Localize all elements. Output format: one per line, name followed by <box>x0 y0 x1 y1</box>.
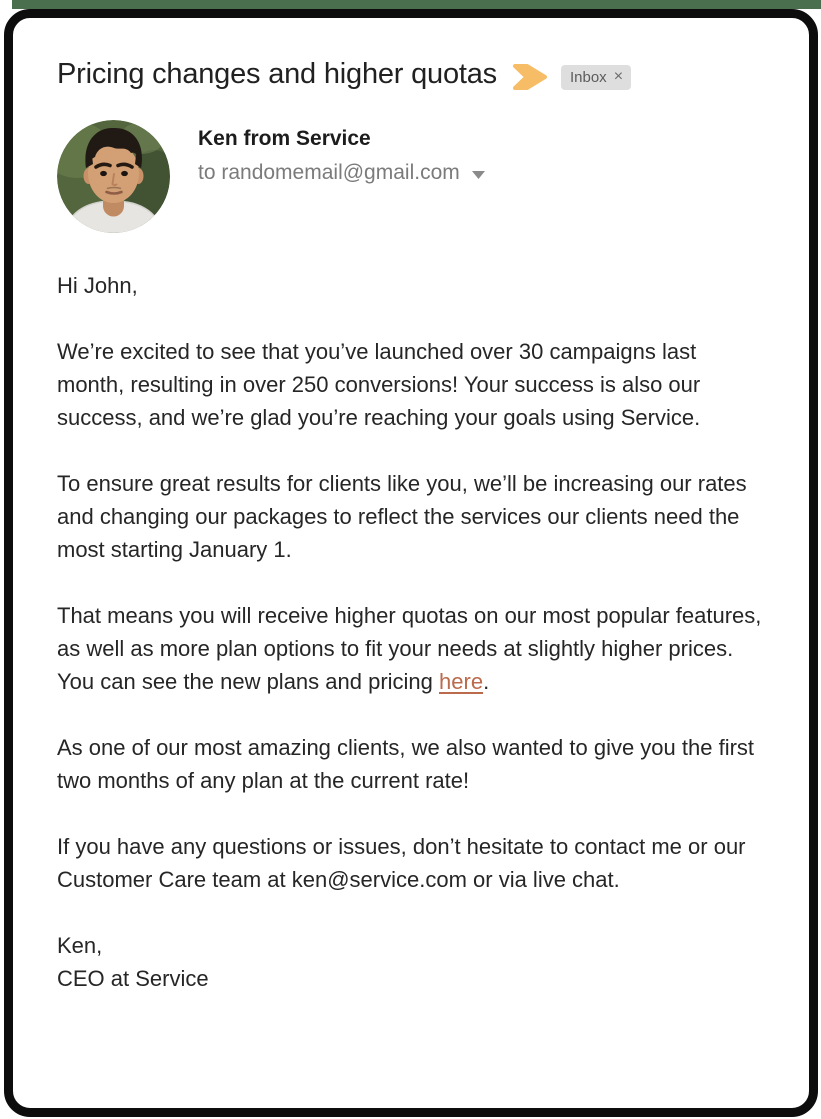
close-icon[interactable]: × <box>613 68 624 85</box>
subject-row <box>57 57 765 91</box>
sender-name: Ken from Service <box>198 127 371 150</box>
email-content <box>13 18 809 995</box>
recipient-text: to randomemail@gmail.com <box>198 161 460 184</box>
paragraph-rates: To ensure great results for clients like you, we’ll be increasing our rates and changing our packages to reflect the services our clients need the most starting January 1. <box>57 471 747 562</box>
greeting: Hi John, <box>57 273 138 298</box>
pricing-here-link[interactable]: here <box>439 669 484 694</box>
sender-row <box>57 120 765 233</box>
paragraph-pricing-link <box>57 599 769 698</box>
signature <box>57 929 769 995</box>
inbox-label-badge[interactable] <box>561 65 631 90</box>
email-body <box>57 269 769 995</box>
page-background-strip <box>12 0 821 9</box>
signature-line-1: Ken, <box>57 933 103 958</box>
paragraph-offer: As one of our most amazing clients, we also wanted to give you the first two months of any plan at the current rate! <box>57 735 755 793</box>
important-marker-icon[interactable] <box>512 63 549 91</box>
email-card <box>4 9 818 1117</box>
recipient-line <box>198 161 485 185</box>
chevron-down-icon[interactable] <box>472 171 485 179</box>
pricing-text-after: . <box>483 669 490 694</box>
sender-meta <box>198 120 485 233</box>
signature-line-2: CEO at Service <box>57 966 209 991</box>
sender-photo <box>57 120 170 233</box>
pricing-text-before: That means you will receive higher quotas on our most popular features, as well as more plan options to fit your needs at slightly higher prices. You can see the new plans and pricing <box>57 603 762 694</box>
email-subject: Pricing changes and higher quotas <box>57 57 497 90</box>
inbox-label-text: Inbox <box>569 68 607 86</box>
paragraph-contact: If you have any questions or issues, don’t hesitate to contact me or our Customer Care team at ken@service.com or via live chat. <box>57 834 746 892</box>
paragraph-success: We’re excited to see that you’ve launched over 30 campaigns last month, resulting in over 250 conversions! Your success is also our success, and we’re glad you’re reaching your goals using Service. <box>57 339 701 430</box>
